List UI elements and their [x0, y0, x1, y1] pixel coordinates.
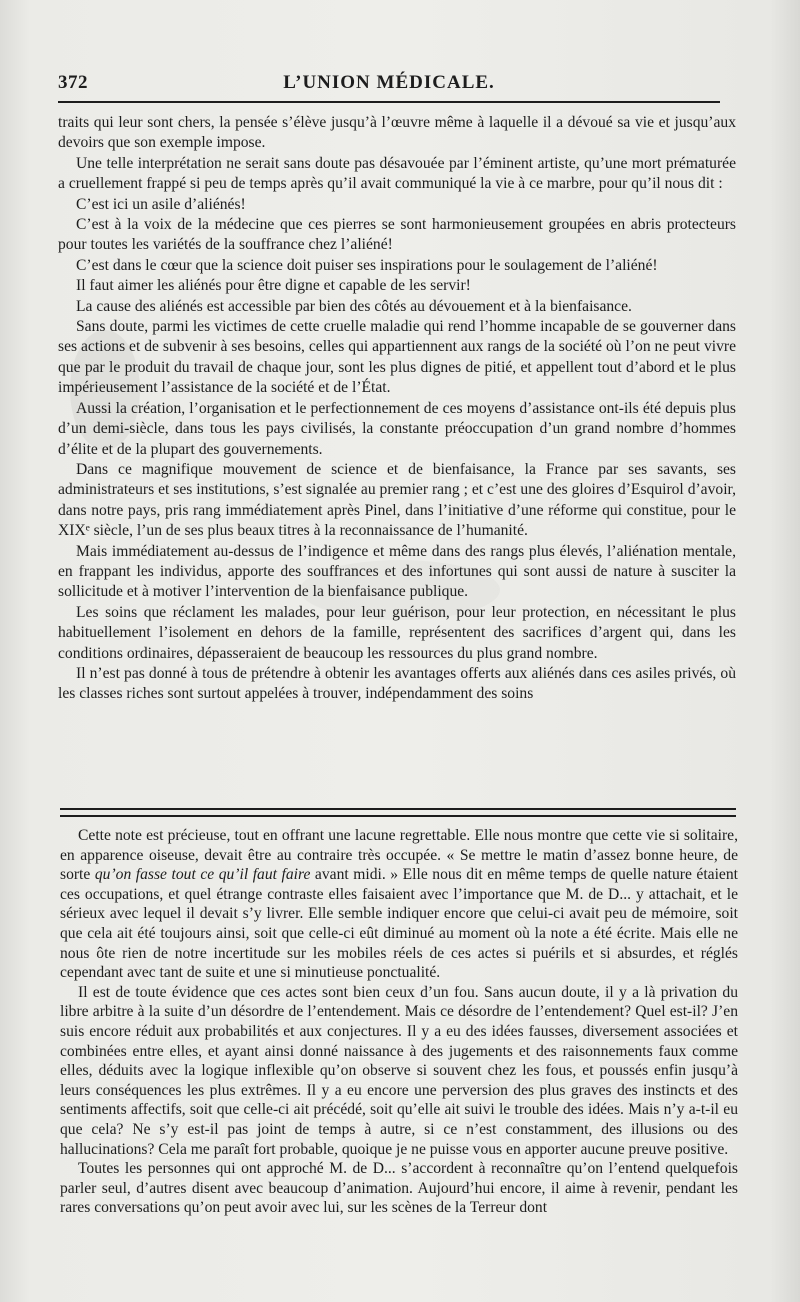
- paragraph: Les soins que réclament les malades, pour leur guérison, pour leur protection, en nécessitant le plus habituellement l’isolement en dehors de la famille, représentent des sacrifices d’argent qui, dans les conditions ordinaires, dépasseraient de beaucoup les ressources du plus grand nombre.: [58, 603, 736, 662]
- paragraph: Il faut aimer les aliénés pour être digne et capable de les servir!: [76, 277, 471, 295]
- paragraph: C’est dans le cœur que la science doit puiser ses inspirations pour le soulagement de l’aliéné!: [76, 256, 658, 274]
- running-header: [58, 68, 720, 94]
- page-number: 372: [58, 72, 88, 93]
- note-italic-quote: qu’on fasse tout ce qu’il faut faire: [94, 866, 311, 884]
- header-rule: [58, 101, 720, 103]
- note-paragraph: [60, 826, 738, 983]
- paragraph: Sans doute, parmi les victimes de cette cruelle maladie qui rend l’homme incapable de se gouverner dans ses actions et de subvenir à ses besoins, celles qui appartiennent aux rangs de la société où l’on ne peut vivre que par le produit du travail de chaque jour, sont les plus dignes de pitié, et appellent tout d’abord et le plus impérieusement l’assistance de la société et de l’État.: [58, 318, 736, 397]
- footnote-text: [60, 826, 738, 1218]
- paragraph: La cause des aliénés est accessible par bien des côtés au dévouement et à la bienfaisance.: [76, 297, 632, 315]
- footnote-separator: [60, 808, 736, 817]
- note-paragraph: Il est de toute évidence que ces actes sont bien ceux d’un fou. Sans aucun doute, il y a là privation du libre arbitre à la suite d’un désordre de l’entendement. Mais ce désordre de l’entendement? Quel est-il? J’en suis encore réduit aux probabilités et aux conjectures. Il y a eu des idées fausses, diversement associées et combinées entre elles, et ayant ainsi donné naissance à des jugements et des raisonnements faux comme elles, déduits avec la logique inflexible qu’on observe si souvent chez les fous, et poussés enfin jusqu’à leurs conséquences les plus extrêmes. Il y a eu encore une perversion des plus graves des instincts et des sentiments affectifs, soit que celle-ci ait précédé, soit qu’elle ait suivi le trouble des idées. Mais n’y a-t-il eu que cela? Ne s’y est-il pas joint de temps à autre, si ce n’est constamment, des illusions ou des hallucinations? Cela me paraît fort probable, quoique je ne puisse vous en apporter aucune preuve positive.: [60, 983, 738, 1158]
- note-text-run: avant midi. » Elle nous dit en même temps de quelle nature étaient ces occupations, et quel étrange contraste elles faisaient avec l’importance que M. de D... y attachait, et le sérieux avec lequel il devait s’y livrer. Elle semble indiquer encore que celui-ci avait peu de mémoire, soit que cela ait été toujours ainsi, soit que celle-ci eût diminué au moment où la note a été écrite. Mais elle ne nous ôte rien de notre incertitude sur les mobiles réels de ces actes si puérils et si absurdes, et réglés cependant avec tant de suite et une si minutieuse ponctualité.: [60, 866, 738, 982]
- note-text-run: Cette note est précieuse, tout en offrant une lacune regrettable. Elle nous montre que cette vie si solitaire, en apparence oiseuse, devait être au contraire très occupée. « Se mettre le matin d’assez bonne heure, de sorte: [60, 827, 738, 884]
- journal-title: L’UNION MÉDICALE.: [283, 72, 495, 93]
- main-body-text: [58, 113, 736, 705]
- paragraph: traits qui leur sont chers, la pensée s’élève jusqu’à l’œuvre même à laquelle il a dévoué sa vie et jusqu’aux devoirs que son exemple impose.: [58, 114, 736, 152]
- paragraph: Aussi la création, l’organisation et le perfectionnement de ces moyens d’assistance ont-ils été depuis plus d’un demi-siècle, dans tous les pays civilisés, la constante préoccupation d’un grand nombre d’hommes d’élite et de la plupart des gouvernements.: [58, 399, 736, 458]
- note-paragraph: Toutes les personnes qui ont approché M. de D... s’accordent à reconnaître qu’on l’entend quelquefois parler seul, d’autres disent avec beaucoup d’animation. Aujourd’hui encore, il aime à revenir, pendant les rares conversations qu’on peut avoir avec lui, sur les scènes de la Terreur dont: [60, 1160, 738, 1217]
- paragraph: Il n’est pas donné à tous de prétendre à obtenir les avantages offerts aux aliénés dans ces asiles privés, où les classes riches sont surtout appelées à trouver, indépendamment des soins: [58, 664, 736, 703]
- paragraph: Mais immédiatement au-dessus de l’indigence et même dans des rangs plus élevés, l’aliénation mentale, en frappant les individus, apporte des souffrances et des infortunes qui sont aussi de nature à susciter la sollicitude et à motiver l’intervention de la bienfaisance publique.: [58, 542, 736, 601]
- paragraph: C’est à la voix de la médecine que ces pierres se sont harmonieusement groupées en abris protecteurs pour toutes les variétés de la souffrance chez l’aliéné!: [58, 216, 736, 254]
- paragraph: Une telle interprétation ne serait sans doute pas désavouée par l’éminent artiste, qu’une mort prématurée a cruellement frappé si peu de temps après qu’il avait communiqué la vie à ce marbre, pour qu’il nous dit :: [58, 154, 736, 193]
- paragraph: Dans ce magnifique mouvement de science et de bienfaisance, la France par ses savants, ses administrateurs et ses institutions, s’est signalée au premier rang ; et c’est une des gloires d’Esquirol d’avoir, dans notre pays, pris rang immédiatement après Pinel, dans l’initiative d’une réforme qui constitue, pour le XIXᵉ siècle, l’un de ses plus beaux titres à la reconnaissance de l’humanité.: [58, 460, 736, 540]
- paragraph: C’est ici un asile d’aliénés!: [76, 195, 246, 213]
